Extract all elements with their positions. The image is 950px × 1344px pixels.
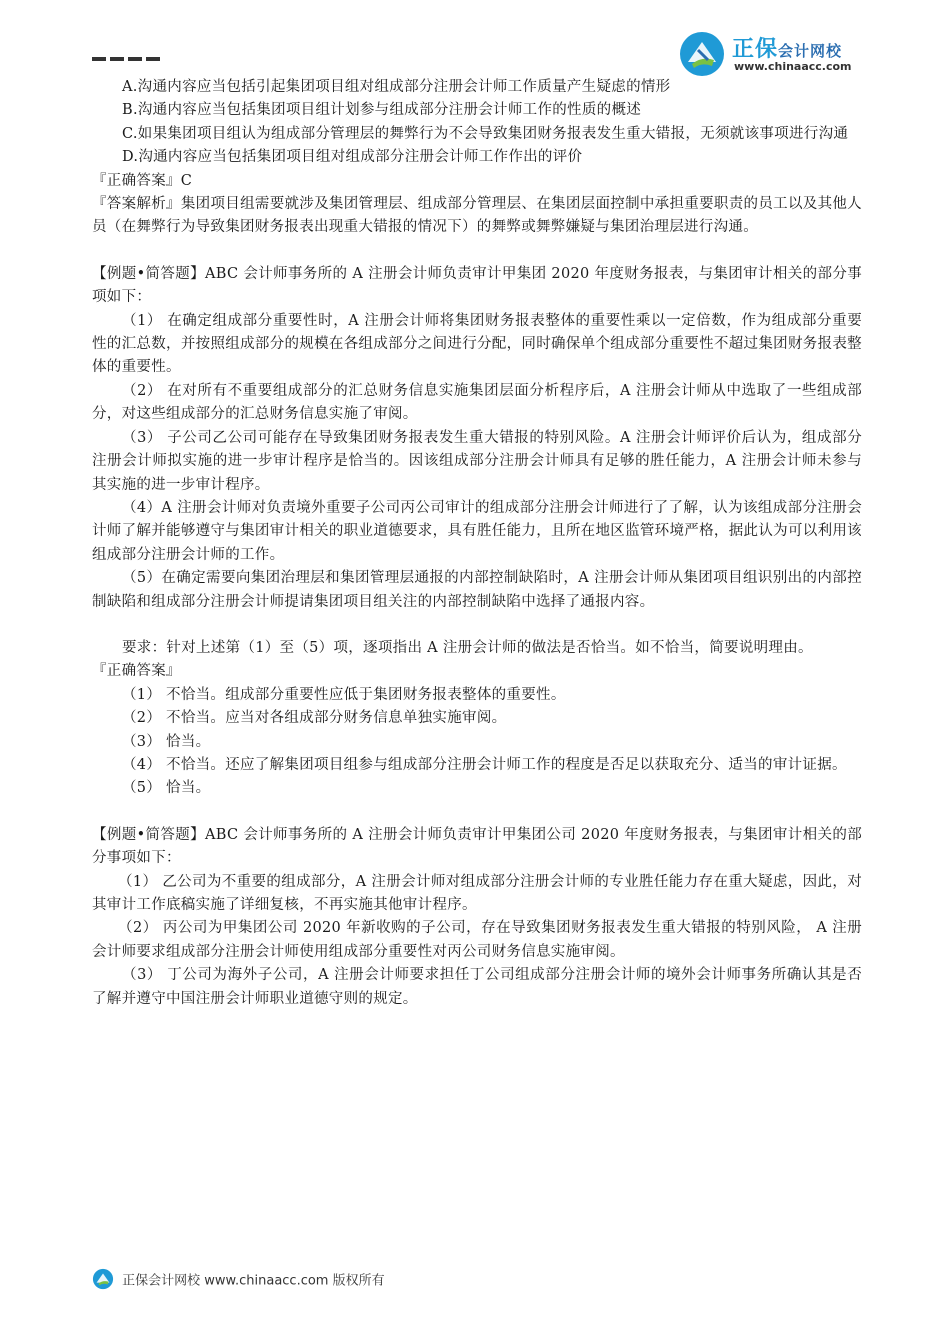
q2-answer-item: （2） 不恰当。应当对各组成部分财务信息单独实施审阅。	[122, 710, 507, 727]
logo-mark-icon	[678, 30, 726, 78]
q1-option-d: D.沟通内容应当包括集团项目组对组成部分注册会计师工作作出的评价	[122, 149, 583, 166]
q3-item: （2） 丙公司为甲集团公司 2020 年新收购的子公司，存在导致集团财务报表发生重大错报的特别风险， A 注册会计师要求组成部分注册会计师使用组成部分重要性对丙公司财务信息实施审阅。	[92, 920, 862, 960]
brand-name-sub: 会计网校	[778, 42, 843, 60]
q3-item: （1） 乙公司为不重要的组成部分，A 注册会计师对组成部分注册会计师的专业胜任能力存在重大疑虑，因此，对其审计工作底稿实施了详细复核，不再实施其他审计程序。	[92, 873, 862, 913]
q1-answer: 『正确答案』C	[92, 172, 193, 189]
brand-name-main: 正保	[732, 37, 779, 62]
q2-answer-label: 『正确答案』	[92, 663, 181, 680]
q1-option-a: A.沟通内容应当包括引起集团项目组对组成部分注册会计师工作质量产生疑虑的情形	[122, 79, 671, 95]
page-footer	[92, 1268, 385, 1292]
q2-item: （1） 在确定组成部分重要性时，A 注册会计师将集团财务报表整体的重要性乘以一定倍数，作为组成部分重要性的汇总数，并按照组成部分的规模在各组成部分之间进行分配，同时确保单个组成部分重要性不超过集团财务报表整体的重要性。	[92, 312, 862, 376]
q3-intro: 【例题•简答题】ABC 会计师事务所的 A 注册会计师负责审计甲集团公司 2020 年度财务报表，与集团审计相关的部分事项如下：	[92, 826, 862, 867]
cropped-line-fragment	[92, 53, 182, 61]
q1-analysis: 『答案解析』集团项目组需要就涉及集团管理层、组成部分管理层、在集团层面控制中承担重要职责的员工以及其他人员（在舞弊行为导致集团财务报表出现重大错报的情况下）的舞弊或舞弊嫌疑与集团治理层进行沟通。	[92, 196, 862, 236]
brand-logo	[678, 30, 878, 82]
brand-url: www.chinaacc.com	[734, 60, 852, 73]
q1-option-c: C.如果集团项目组认为组成部分管理层的舞弊行为不会导致集团财务报表发生重大错报，无须就该事项进行沟通	[122, 125, 849, 142]
document-body	[92, 76, 862, 1011]
q2-answer-item: （1） 不恰当。组成部分重要性应低于集团财务报表整体的重要性。	[122, 686, 566, 703]
q2-item: （3） 子公司乙公司可能存在导致集团财务报表发生重大错报的特别风险。A 注册会计师评价后认为，组成部分注册会计师拟实施的进一步审计程序是恰当的。因该组成部分注册会计师具有足够的胜任能力，A 注册会计师未参与其实施的进一步审计程序。	[92, 429, 862, 493]
footer-logo-icon	[92, 1268, 114, 1290]
q2-item: （5）在确定需要向集团治理层和集团管理层通报的内部控制缺陷时，A 注册会计师从集团项目组识别出的内部控制缺陷和组成部分注册会计师提请集团项目组关注的内部控制缺陷中选择了通报内容。	[92, 570, 862, 610]
q3-item: （3） 丁公司为海外子公司，A 注册会计师要求担任丁公司组成部分注册会计师的境外会计师事务所确认其是否了解并遵守中国注册会计师职业道德守则的规定。	[92, 967, 862, 1007]
footer-copyright: 正保会计网校 www.chinaacc.com 版权所有	[122, 1273, 385, 1289]
q2-item: （4）A 注册会计师对负责境外重要子公司丙公司审计的组成部分注册会计师进行了了解，认为该组成部分注册会计师了解并能够遵守与集团审计相关的职业道德要求，具有胜任能力，且所在地区监管环境严格，据此认为可以利用该组成部分注册会计师的工作。	[92, 499, 862, 563]
q2-answer-item: （4） 不恰当。还应了解集团项目组参与组成部分注册会计师工作的程度是否足以获取充分、适当的审计证据。	[122, 756, 847, 773]
q2-requirement: 要求：针对上述第（1）至（5）项，逐项指出 A 注册会计师的做法是否恰当。如不恰当，简要说明理由。	[122, 639, 813, 656]
q2-intro: 【例题•简答题】ABC 会计师事务所的 A 注册会计师负责审计甲集团 2020 年度财务报表，与集团审计相关的部分事项如下：	[92, 265, 862, 306]
brand-name	[732, 32, 842, 63]
q2-answer-item: （3） 恰当。	[122, 733, 211, 750]
q2-item: （2） 在对所有不重要组成部分的汇总财务信息实施集团层面分析程序后，A 注册会计师从中选取了一些组成部分，对这些组成部分的汇总财务信息实施了审阅。	[92, 382, 862, 423]
q2-answer-item: （5） 恰当。	[122, 780, 211, 797]
q1-option-b: B.沟通内容应当包括集团项目组计划参与组成部分注册会计师工作的性质的概述	[122, 102, 642, 119]
